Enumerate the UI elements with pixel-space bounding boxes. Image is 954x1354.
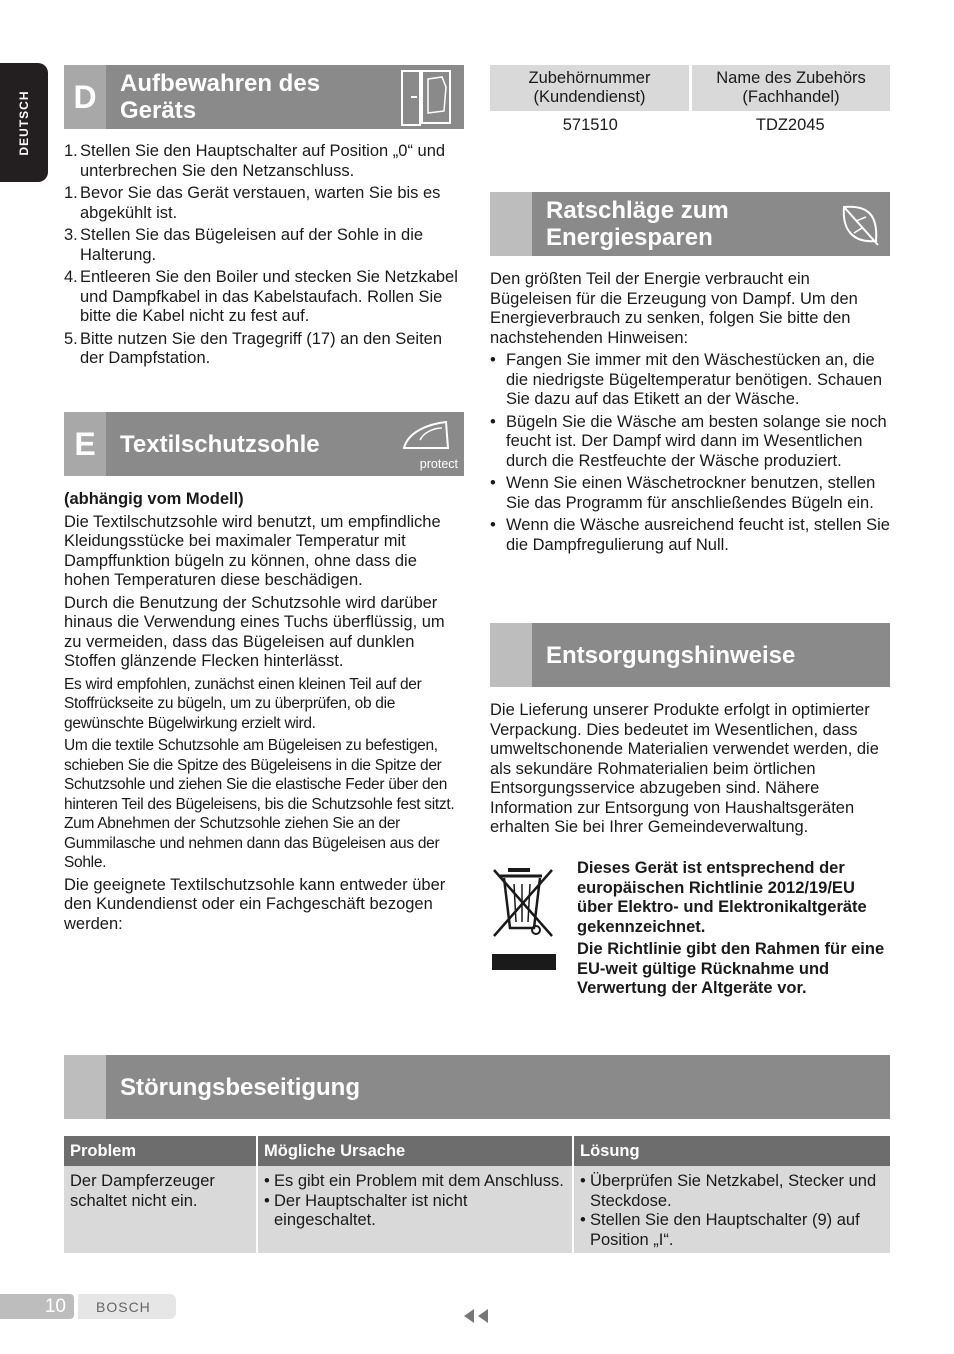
- problem-cell: Der Dampferzeuger schaltet nicht ein.: [64, 1166, 257, 1253]
- subtitle: (abhängig vom Modell): [64, 490, 244, 508]
- list-item: • Überprüfen Sie Netzkabel, Stecker und Steckdose.: [580, 1172, 884, 1211]
- leaf-icon: [838, 201, 882, 247]
- accessory-table: [490, 65, 890, 139]
- table-header-cause: Mögliche Ursache: [257, 1136, 573, 1166]
- paragraph: Um die textile Schutzsohle am Bügeleisen zu befestigen, schieben Sie die Spitze des Bügeleisens in die Spitze der Schutzsohle und ziehen Sie die elastische Feder über den hinteren Teil des Bügeleisens, bis die Schutzsohle fest sitzt. Zum Abnehmen der Schutzsohle ziehen Sie an der Gummilasche und nehmen dann das Bügeleisen aus der Sohle.: [64, 737, 455, 871]
- page-number: 10: [0, 1294, 74, 1319]
- disposal-header: [490, 623, 890, 687]
- list-item: • Fangen Sie immer mit den Wäschestücken an, die die niedrigste Bügeltemperatur benötigen. Schauen Sie dazu auf das Etikett an der Wäsche.: [490, 351, 892, 410]
- list-item: 1. Bevor Sie das Gerät verstauen, warten Sie bis es abgekühlt ist.: [64, 184, 441, 222]
- accessory-number-value: 571510: [562, 115, 618, 134]
- list-item: • Es gibt ein Problem mit dem Anschluss.: [264, 1172, 566, 1192]
- section-e-header: [64, 412, 464, 476]
- section-e-title: Textilschutzsohle: [120, 430, 320, 458]
- trouble-header: [64, 1055, 890, 1119]
- section-d-header: [64, 65, 464, 129]
- weee-text-2: Die Richtlinie gibt den Rahmen für eine EU-weit gültige Rücknahme und Verwertung der Altgeräte vor.: [577, 940, 885, 997]
- trouble-title: Störungsbeseitigung: [120, 1073, 360, 1101]
- weee-text-1: Dieses Gerät ist entsprechend der europäischen Richtlinie 2012/19/EU über Elektro- und Elektronikaltgeräte gekennzeichnet.: [577, 859, 867, 936]
- paragraph: Den größten Teil der Energie verbraucht ein Bügeleisen für die Erzeugung von Dampf. Um den Energieverbrauch zu senken, folgen Sie bitte den nachstehenden Hinweisen:: [490, 270, 858, 347]
- section-trouble-marker: [64, 1055, 106, 1119]
- back-arrows-icon: [462, 1308, 490, 1324]
- list-item: • Der Hauptschalter ist nicht eingeschaltet.: [264, 1192, 566, 1231]
- list-item: • Wenn die Wäsche ausreichend feucht ist, stellen Sie die Dampfregulierung auf Null.: [490, 516, 892, 555]
- disposal-title: Entsorgungshinweise: [546, 641, 796, 669]
- troubleshooting-table: [64, 1136, 890, 1253]
- brand-label: BOSCH: [78, 1294, 176, 1319]
- disposal-text: Die Lieferung unserer Produkte erfolgt in optimierter Verpackung. Dies bedeutet im Wesentlichen, dass umweltschonende Materialien verwendet werden, die als sekundäre Rohmaterialien beim örtlichen Entsorgungsservice abzugeben sind. Nähere Information zur Entsorgung von Haushaltsgeräten erhalten Sie bei Ihrer Gemeindeverwaltung.: [490, 701, 879, 836]
- cause-cell: [257, 1166, 573, 1253]
- storage-icon: [398, 67, 456, 127]
- accessory-number-header: Zubehörnummer (Kundendienst): [490, 65, 691, 111]
- energy-header: [490, 192, 890, 256]
- paragraph: Durch die Benutzung der Schutzsohle wird darüber hinaus die Verwendung eines Tuchs überflüssig, um zu vermeiden, dass das Bügeleisen auf dunklen Stoffen glänzende Flecken hinterlässt.: [64, 593, 445, 670]
- list-item: • Wenn Sie einen Wäschetrockner benutzen, stellen Sie das Programm für anschließendes Bügeln ein.: [490, 474, 892, 513]
- weee-text-2a: [577, 940, 893, 999]
- accessory-name-header: Name des Zubehörs (Fachhandel): [691, 65, 891, 111]
- language-tab-label: DEUTSCH: [17, 89, 31, 156]
- section-d-letter: D: [64, 65, 106, 129]
- table-header-problem: Problem: [64, 1136, 257, 1166]
- section-e-letter: E: [64, 412, 106, 476]
- paragraph: Die geeignete Textilschutzsohle kann entweder über den Kundendienst oder ein Fachgeschäft bezogen werden:: [64, 875, 446, 933]
- protect-label: protect: [419, 457, 458, 471]
- iron-protect-icon: [398, 418, 454, 454]
- accessory-name-value: TDZ2045: [755, 115, 825, 134]
- textile-sole-text: [64, 490, 466, 937]
- solution-cell: [573, 1166, 890, 1253]
- section-d-title: Aufbewahren des Geräts: [120, 70, 321, 124]
- table-header-solution: Lösung: [573, 1136, 890, 1166]
- list-item: • Stellen Sie den Hauptschalter (9) auf Position „I“.: [580, 1211, 884, 1250]
- list-item: 4. Entleeren Sie den Boiler und stecken Sie Netzkabel und Dampfkabel in das Kabelstaufach. Rollen Sie bitte die Kabel nicht zu fest auf.: [64, 268, 458, 325]
- language-tab: [0, 63, 48, 182]
- weee-bin-icon: [490, 862, 560, 974]
- table-row: [64, 1166, 890, 1253]
- storage-steps: [64, 142, 464, 372]
- paragraph: Die Textilschutzsohle wird benutzt, um empfindliche Kleidungsstücke bei maximaler Temperatur mit Dampffunktion bügeln zu können, ohne dass die hohen Temperaturen diese beschädigen.: [64, 512, 441, 589]
- list-item: 3. Stellen Sie das Bügeleisen auf der Sohle in die Halterung.: [64, 226, 424, 264]
- section-energy-marker: [490, 192, 532, 256]
- paragraph: Es wird empfohlen, zunächst einen kleinen Teil auf der Stoffrückseite zu bügeln, um zu überprüfen, ob die gewünschte Bügelwirkung erzielt wird.: [64, 675, 422, 732]
- section-disposal-marker: [490, 623, 532, 687]
- energy-title: Ratschläge zum Energiesparen: [546, 197, 729, 251]
- list-item: 5. Bitte nutzen Sie den Tragegriff (17) an den Seiten der Dampfstation.: [64, 329, 443, 367]
- energy-text: [490, 270, 892, 558]
- list-item: 1. Stellen Sie den Hauptschalter auf Position „0“ und unterbrechen Sie den Netzanschluss.: [64, 142, 446, 180]
- list-item: • Bügeln Sie die Wäsche am besten solange sie noch feucht ist. Der Dampf wird dann im Wesentlichen durch die Restfeuchte der Wäsche produziert.: [490, 413, 892, 472]
